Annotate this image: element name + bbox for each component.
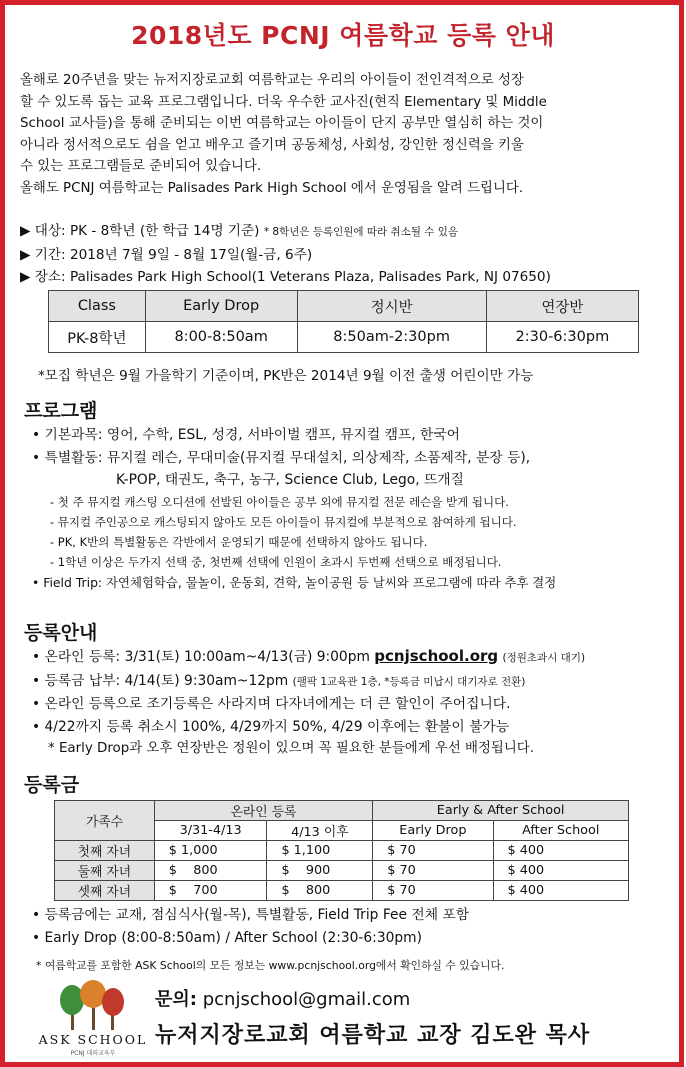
registration-link[interactable]: pcnjschool.org <box>374 647 499 665</box>
info-place: ▶ 장소: Palisades Park High School(1 Veterans Plaza, Palisades Park, NJ 07650) <box>20 269 551 285</box>
schedule-header: 연장반 <box>486 291 638 322</box>
fees-cell: $ 900 <box>267 861 373 881</box>
ask-school-logo <box>38 980 148 1058</box>
intro-paragraph <box>20 70 665 199</box>
program-note: - 첫 주 뮤지컬 캐스팅 오디션에 선발된 아이들은 공부 외에 뮤지컬 전문 레슨을 받게 됩니다. <box>50 494 509 509</box>
schedule-header: Early Drop <box>145 291 297 322</box>
fees-row <box>55 881 629 901</box>
intro-line: 할 수 있도록 돕는 교육 프로그램입니다. 더욱 우수한 교사진(현직 Elementary 및 Middle <box>20 94 547 110</box>
fees-table <box>54 800 629 901</box>
fees-cell: $ 70 <box>373 841 493 861</box>
fees-subheader: 3/31-4/13 <box>154 821 267 841</box>
schedule-note: *모집 학년은 9월 가을학기 기준이며, PK반은 2014년 9월 이전 출생 어린이만 가능 <box>38 368 534 384</box>
trees-icon <box>38 980 148 1032</box>
program-note: - 1학년 이상은 두가지 선택 중, 첫번째 선택에 인원이 초과시 두번째 선택으로 배정됩니다. <box>50 554 502 569</box>
registration-payment-note: (팰팍 1교육관 1층, *등록금 미납시 대기자로 전환) <box>292 675 526 688</box>
fees-row-label: 첫째 자녀 <box>55 841 155 861</box>
program-list <box>32 424 672 594</box>
info-block <box>20 220 670 289</box>
info-period: ▶ 기간: 2018년 7월 9일 - 8월 17일(월-금, 6주) <box>20 246 313 263</box>
contact-label: 문의: <box>155 989 197 1010</box>
registration-early: • 온라인 등록으로 조기등록은 사라지며 다자녀에게는 더 큰 할인이 주어집니다. <box>32 696 511 712</box>
fees-cell: $ 1,100 <box>267 841 373 861</box>
registration-priority: * Early Drop과 오후 연장반은 정원이 있으며 꼭 필요한 분들에게 우선 배정됩니다. <box>48 741 534 756</box>
schedule-header-row <box>49 291 639 322</box>
registration-cancel: • 4/22까지 등록 취소시 100%, 4/29까지 50%, 4/29 이후에는 환불이 불가능 <box>32 718 510 735</box>
program-special: • 특별활동: 뮤지컬 레슨, 무대미술(뮤지컬 무대설치, 의상제작, 소품제작, 분장 등), <box>32 449 531 466</box>
fees-cell: $ 700 <box>154 881 267 901</box>
program-field-trip: • Field Trip: 자연체험학습, 물놀이, 운동회, 견학, 놀이공원 등 날씨와 프로그램에 따라 추후 결정 <box>32 574 557 590</box>
info-target: ▶ 대상: PK - 8학년 (한 학급 14명 기준) * 8학년은 등록인원에 따라 취소될 수 있음 <box>20 223 459 239</box>
fees-cell: $ 800 <box>267 881 373 901</box>
fees-cell: $ 400 <box>493 841 628 861</box>
schedule-header: 정시반 <box>297 291 486 322</box>
fees-include: • 등록금에는 교재, 점심식사(월-목), 특별활동, Field Trip Fee 전체 포함 <box>32 907 470 923</box>
program-note: - 뮤지컬 주인공으로 캐스팅되지 않아도 모든 아이들이 뮤지컬에 부분적으로 참여하게 됩니다. <box>50 514 517 529</box>
fees-early-after-header: Early & After School <box>373 801 629 821</box>
schedule-cell: 8:50am-2:30pm <box>297 322 486 353</box>
schedule-cell: PK-8학년 <box>49 322 146 353</box>
fees-cell: $ 70 <box>373 861 493 881</box>
contact-line <box>155 985 410 1011</box>
registration-list <box>32 645 672 761</box>
schedule-header: Class <box>49 291 146 322</box>
logo-subtitle: PCNJ 대외교육부 <box>70 1050 116 1057</box>
bottom-note: * 여름학교를 포함한 ASK School의 모든 정보는 www.pcnjschool.org에서 확인하실 수 있습니다. <box>36 959 505 972</box>
fees-times: • Early Drop (8:00-8:50am) / After School (2:30-6:30pm) <box>32 929 422 946</box>
program-note: - PK, K반의 특별활동은 각반에서 운영되기 때문에 선택하지 않아도 됩니다. <box>50 534 428 549</box>
fees-row-label: 셋째 자녀 <box>55 881 155 901</box>
fees-cell: $ 400 <box>493 861 628 881</box>
fees-subheader: Early Drop <box>373 821 493 841</box>
page-title: 2018년도 PCNJ 여름학교 등록 안내 <box>131 21 555 50</box>
registration-online: • 온라인 등록: 3/31(토) 10:00am~4/13(금) 9:00pm pcnjschool.org (정원초과시 대기) <box>32 647 586 665</box>
fees-cell: $ 800 <box>154 861 267 881</box>
fees-cell: $ 400 <box>493 881 628 901</box>
contact-email[interactable]: pcnjschool@gmail.com <box>202 989 411 1010</box>
fees-heading: 등록금 <box>24 774 80 796</box>
program-basic: • 기본과목: 영어, 수학, ESL, 성경, 서바이벌 캠프, 뮤지컬 캠프, 한국어 <box>32 427 460 443</box>
registration-online-note: (정원초과시 대기) <box>502 652 586 664</box>
fees-subheader: 4/13 이후 <box>267 821 373 841</box>
schedule-table <box>48 290 639 353</box>
fees-row <box>55 841 629 861</box>
fees-header-row <box>55 801 629 821</box>
schedule-row <box>49 322 639 353</box>
intro-line: 아니라 정서적으로도 쉼을 얻고 배우고 즐기며 공동체성, 사회성, 강인한 정신력을 키울 <box>20 137 524 153</box>
signature: 뉴저지장로교회 여름학교 교장 김도완 목사 <box>155 1023 591 1048</box>
fees-family-header: 가족수 <box>55 801 155 841</box>
logo-name: ASK SCHOOL <box>38 1032 148 1047</box>
fees-notes <box>32 904 672 949</box>
intro-line: 올해로 20주년을 맞는 뉴저지장로교회 여름학교는 우리의 아이들이 전인격적으로 성장 <box>20 73 524 88</box>
intro-line: School 교사들)을 통해 준비되는 이번 여름학교는 아이들이 단지 공부만 열심히 하는 것이 <box>20 116 544 131</box>
intro-line: 올해도 PCNJ 여름학교는 Palisades Park High School 에서 운영됨을 알려 드립니다. <box>20 180 524 196</box>
program-special-cont: K-POP, 태권도, 축구, 농구, Science Club, Lego, 뜨개질 <box>116 472 464 488</box>
schedule-cell: 8:00-8:50am <box>145 322 297 353</box>
intro-line: 수 있는 프로그램들로 준비되어 있습니다. <box>20 159 262 174</box>
fees-row <box>55 861 629 881</box>
registration-heading: 등록안내 <box>24 622 98 644</box>
fees-cell: $ 1,000 <box>154 841 267 861</box>
fees-row-label: 둘째 자녀 <box>55 861 155 881</box>
program-heading: 프로그램 <box>24 400 98 422</box>
fees-cell: $ 70 <box>373 881 493 901</box>
fees-online-header: 온라인 등록 <box>154 801 372 821</box>
info-target-note: * 8학년은 등록인원에 따라 취소될 수 있음 <box>263 226 459 238</box>
fees-subheader: After School <box>493 821 628 841</box>
registration-payment: • 등록금 납부: 4/14(토) 9:30am~12pm (팰팍 1교육관 1층, *등록금 미납시 대기자로 전환) <box>32 672 526 689</box>
schedule-cell: 2:30-6:30pm <box>486 322 638 353</box>
